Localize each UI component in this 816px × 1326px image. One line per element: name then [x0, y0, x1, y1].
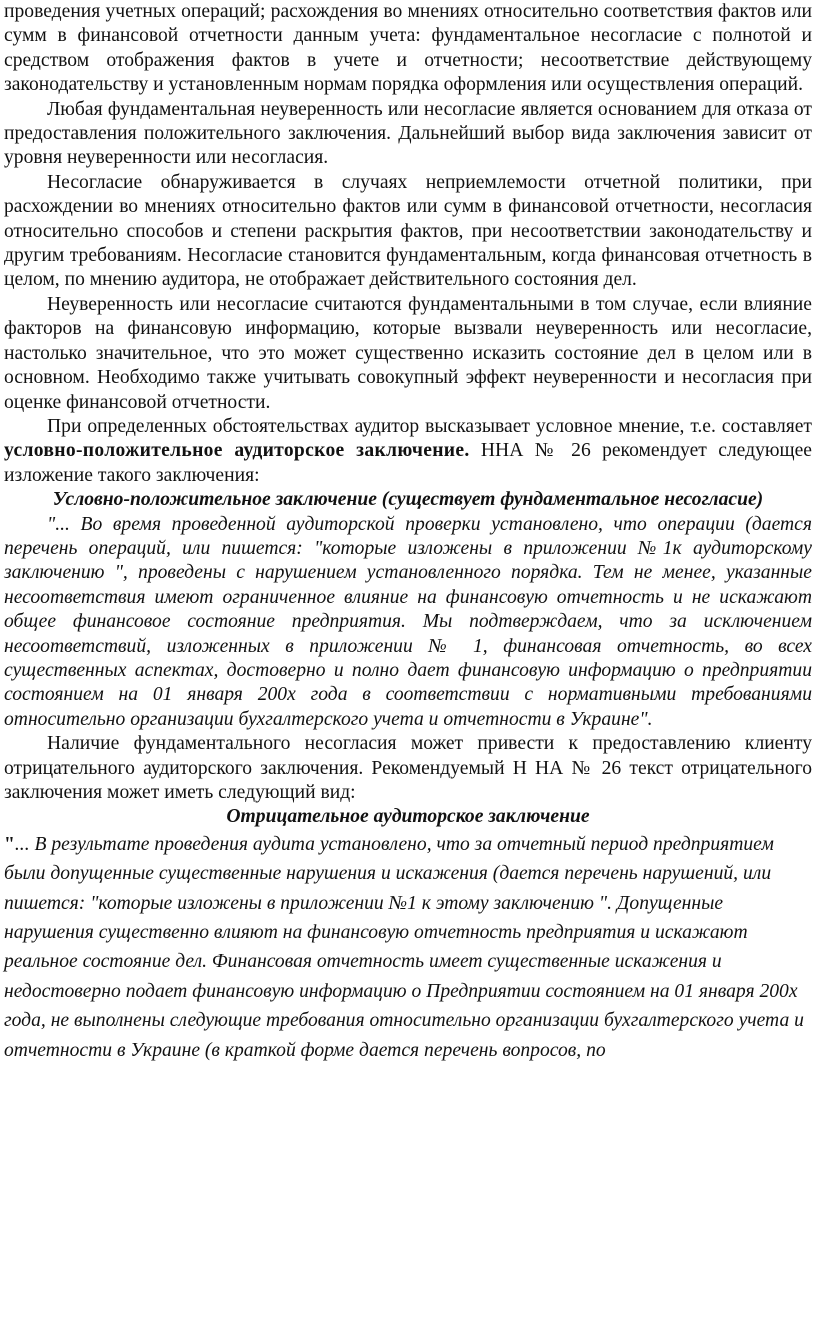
conditional-opinion-term: условно-положительное аудиторское заключение.	[4, 440, 470, 462]
paragraph-3: Несогласие обнаруживается в случаях неприемлемости отчетной политики, при расхождении во мнениях относительно фактов или сумм в финансовой отчетности, несогласия относительно способов и степени раскрытия фактов, при несоответствии законодательству и другим требованиям. Несогласие становится фундаментальным, когда финансовая отчетность в целом, по мнению аудитора, не отображает действительного состояния дел.	[4, 171, 812, 291]
negative-opinion-body: ... В результате проведения аудита установлено, что за отчетный период предприятием были допущенные существенные нарушения и искажения (дается перечень нарушений, или пишется: "которые изложены в приложении №1 к этому заключению ". Допущенные нарушения существенно влияют на финансовую отчетность предприятия и искажают реальное состояние дел. Финансовая отчетность имеет существенные искажения и недостоверно подает финансовую информацию о Предприятии состоянием на 01 января 200х года, не выполнены следующие требования относительно организации бухгалтерского учета и отчетности в Украине (в краткой форме дается перечень вопросов, по	[4, 833, 804, 1061]
negative-opinion-text	[4, 830, 812, 1065]
paragraph-2: Любая фундаментальная неуверенность или несогласие является основанием для отказа от предоставления положительного заключения. Дальнейший выбор вида заключения зависит от уровня неуверенности или несогласия.	[4, 98, 812, 169]
negative-opinion-heading: Отрицательное аудиторское заключение	[226, 806, 590, 828]
paragraph-5-end: ННА № 26 рекомендует следующее изложение такого заключения:	[4, 440, 812, 486]
negative-opinion-quote-mark: "	[4, 833, 15, 855]
paragraph-4: Неуверенность или несогласие считаются фундаментальными в том случае, если влияние факторов на финансовую информацию, которые вызвали неуверенность или несогласие, настолько значительное, что это может существенно исказить состояние дел в целом или в основном. Необходимо также учитывать совокупный эффект неуверенности и несогласия при оценке финансовой отчетности.	[4, 293, 812, 413]
conditional-opinion-text: "... Во время проведенной аудиторской проверки установлено, что операции (дается перечень операций, или пишется: "которые изложены в приложении №1к аудиторскому заключению ", проведены с нарушением установленного порядка. Тем не менее, указанные несоответствия имеют ограниченное влияние на финансовую отчетность и не искажают общее финансовое состояние предприятия. Мы подтверждаем, что за исключением несоответствий, изложенных в приложении № 1, финансовая отчетность, во всех существенных аспектах, достоверно и полно дает финансовую информацию о предприятии состоянием на 01 января 200х года в соответствии с нормативными требованиями относительно организации бухгалтерского учета и отчетности в Украине".	[4, 513, 812, 730]
paragraph-6: Наличие фундаментального несогласия может привести к предоставлению клиенту отрицательного аудиторского заключения. Рекомендуемый Н НА № 26 текст отрицательного заключения может иметь следующий вид:	[4, 733, 812, 803]
paragraph-5-start: При определенных обстоятельствах аудитор высказывает условное мнение, т.е. составляет	[47, 415, 812, 437]
paragraph-5	[4, 415, 812, 488]
paragraph-1: проведения учетных операций; расхождения во мнениях относительно соответствия фактов или сумм в финансовой отчетности данным учета: фундаментальное несогласие с полнотой и средством отображения фактов в учете и отчетности; несоответствие действующему законодательству и установленным нормам порядка оформления или осуществления операций.	[4, 1, 812, 96]
negative-opinion-block	[4, 830, 812, 1065]
conditional-opinion-heading: Условно-положительное заключение (существует фундаментальное несогласие)	[52, 489, 764, 511]
